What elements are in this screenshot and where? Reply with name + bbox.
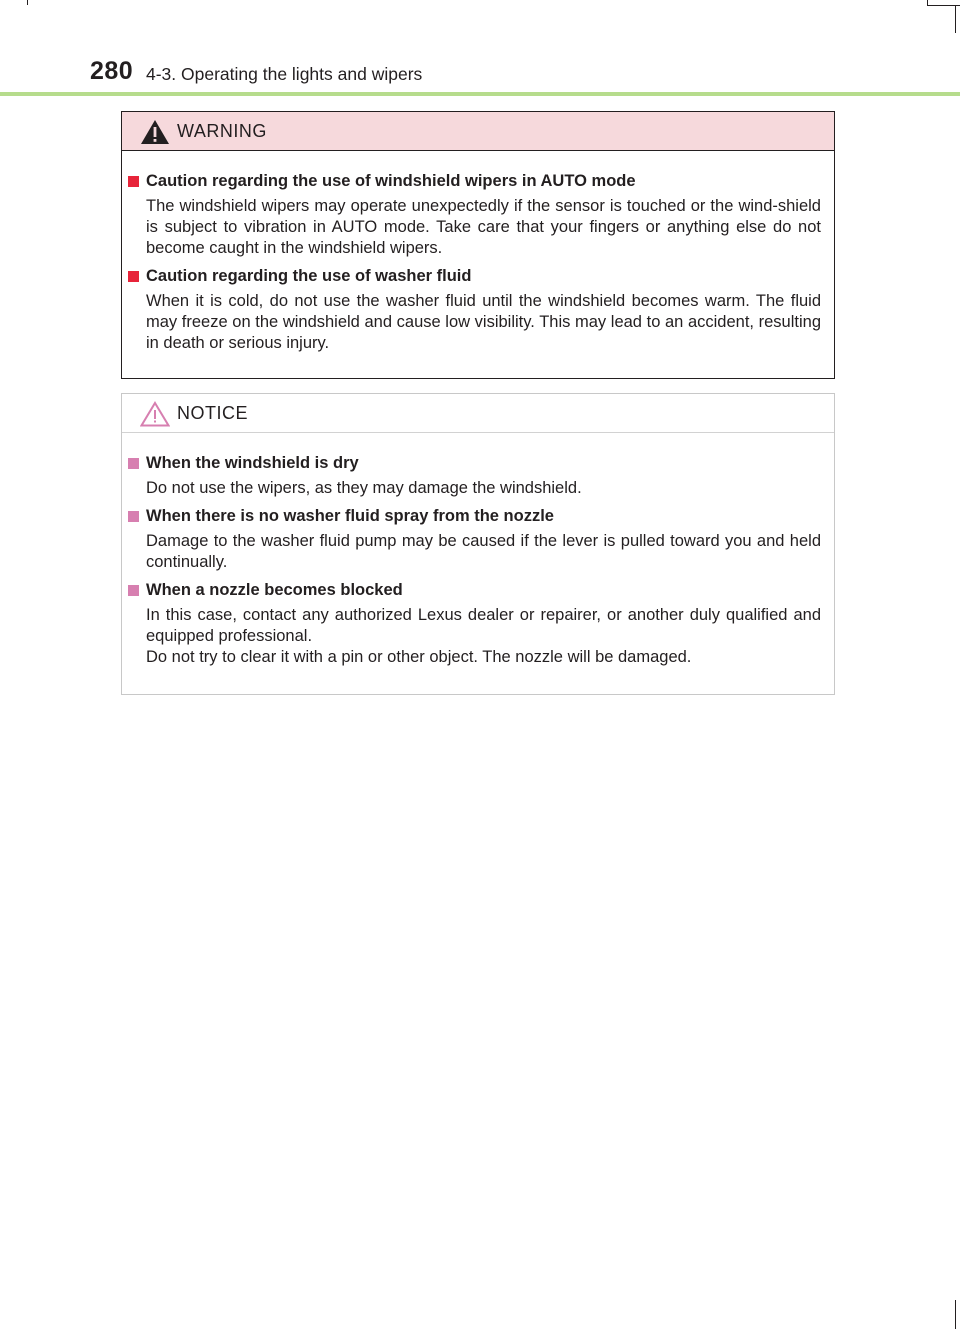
item-heading: When there is no washer fluid spray from the nozzle bbox=[146, 507, 554, 525]
notice-header bbox=[122, 394, 834, 433]
warning-item bbox=[122, 265, 834, 354]
notice-items bbox=[122, 452, 834, 674]
page-number: 280 bbox=[90, 57, 134, 85]
warning-item bbox=[122, 170, 834, 259]
notice-item bbox=[122, 452, 834, 499]
square-bullet-icon bbox=[128, 511, 139, 522]
section-title: 4-3. Operating the lights and wipers bbox=[146, 64, 423, 84]
square-bullet-icon bbox=[128, 176, 139, 187]
notice-item bbox=[122, 579, 834, 668]
warning-triangle-icon bbox=[140, 119, 170, 145]
item-heading: Caution regarding the use of windshield wipers in AUTO mode bbox=[146, 172, 636, 190]
square-bullet-icon bbox=[128, 271, 139, 282]
crop-mark bbox=[27, 0, 28, 5]
warning-box bbox=[121, 111, 835, 379]
caution-triangle-outline-icon bbox=[140, 401, 170, 427]
item-heading: When the windshield is dry bbox=[146, 454, 359, 472]
item-body: Damage to the washer fluid pump may be caused if the lever is pulled toward you and held continually. bbox=[146, 532, 821, 571]
crop-mark bbox=[955, 5, 956, 33]
item-heading: When a nozzle becomes blocked bbox=[146, 581, 403, 599]
item-heading: Caution regarding the use of washer fluid bbox=[146, 267, 472, 285]
notice-label: NOTICE bbox=[177, 403, 249, 423]
item-body: In this case, contact any authorized Lexus dealer or repairer, or another duly qualified and equipped professional. bbox=[146, 606, 821, 645]
item-body: When it is cold, do not use the washer fluid until the windshield becomes warm. The fluid may freeze on the windshield and cause low visibility. This may lead to an accident, resulting in death or serious injury. bbox=[146, 292, 821, 352]
crop-mark bbox=[955, 1300, 956, 1329]
item-body: Do not use the wipers, as they may damage the windshield. bbox=[146, 479, 582, 497]
square-bullet-icon bbox=[128, 458, 139, 469]
notice-box bbox=[121, 393, 835, 695]
notice-item bbox=[122, 505, 834, 573]
header-rule bbox=[0, 92, 960, 96]
item-body: The windshield wipers may operate unexpectedly if the sensor is touched or the wind-shield is subject to vibration in AUTO mode. Take care that your fingers or anything else do not become caught in the windshield wipers. bbox=[146, 197, 821, 257]
warning-header bbox=[122, 112, 834, 151]
square-bullet-icon bbox=[128, 585, 139, 596]
item-body-continued: Do not try to clear it with a pin or other object. The nozzle will be damaged. bbox=[146, 648, 692, 666]
warning-label: WARNING bbox=[177, 121, 267, 141]
warning-items bbox=[122, 170, 834, 360]
